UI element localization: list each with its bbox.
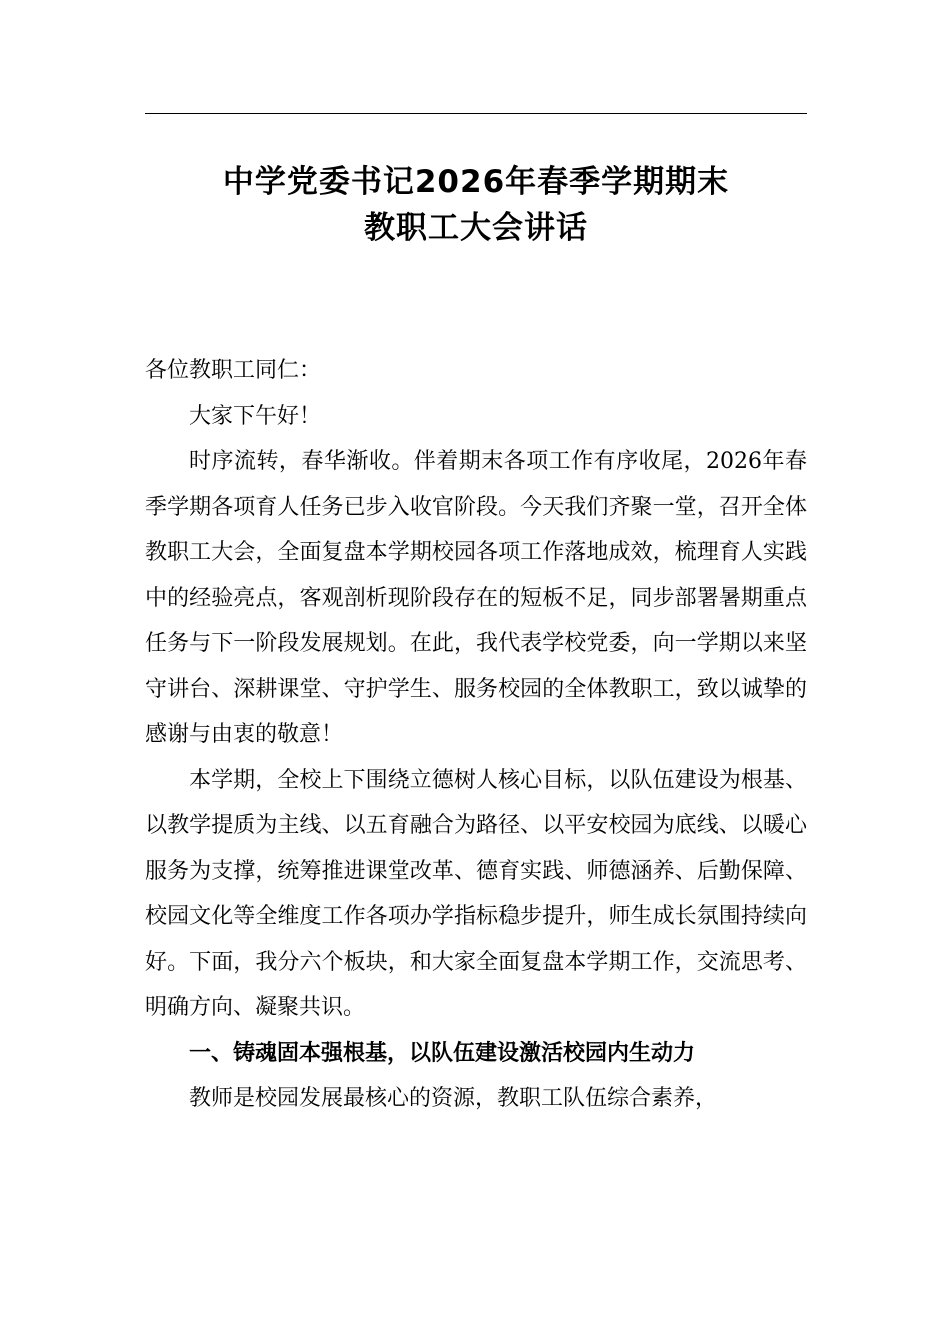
document-title-line-1: 中学党委书记2026年春季学期期末	[222, 164, 730, 200]
document-title-line-2: 教职工大会讲话	[364, 210, 588, 246]
paragraph-overview: 本学期，全校上下围绕立德树人核心目标，以队伍建设为根基、以教学提质为主线、以五育融合为路径、以平安校园为底线、以暖心服务为支撑，统筹推进课堂改革、德育实践、师德涵养、后勤保障、校园文化等全维度工作各项办学指标稳步提升，师生成长氛围持续向好。下面，我分六个板块，和大家全面复盘本学期工作，交流思考、明确方向、凝聚共识。	[145, 767, 807, 1020]
header-rule	[145, 113, 807, 114]
greeting: 大家下午好！	[189, 403, 322, 429]
section-heading-1: 一、铸魂固本强根基，以队伍建设激活校园内生动力	[189, 1040, 696, 1066]
salutation: 各位教职工同仁：	[145, 358, 322, 383]
paragraph-section-1: 教师是校园发展最核心的资源，教职工队伍综合素养，	[189, 1086, 718, 1111]
paragraph-intro: 时序流转，春华渐收。伴着期末各项工作有序收尾，2026年春季学期各项育人任务已步入收官阶段。今天我们齐聚一堂，召开全体教职工大会，全面复盘本学期校园各项工作落地成效，梳理育人实践中的经验亮点，客观剖析现阶段存在的短板不足，同步部署暑期重点任务与下一阶段发展规划。在此，我代表学校党委，向一学期以来坚守讲台、深耕课堂、守护学生、服务校园的全体教职工，致以诚挚的感谢与由衷的敬意！	[145, 449, 807, 747]
document-body	[145, 348, 807, 1122]
